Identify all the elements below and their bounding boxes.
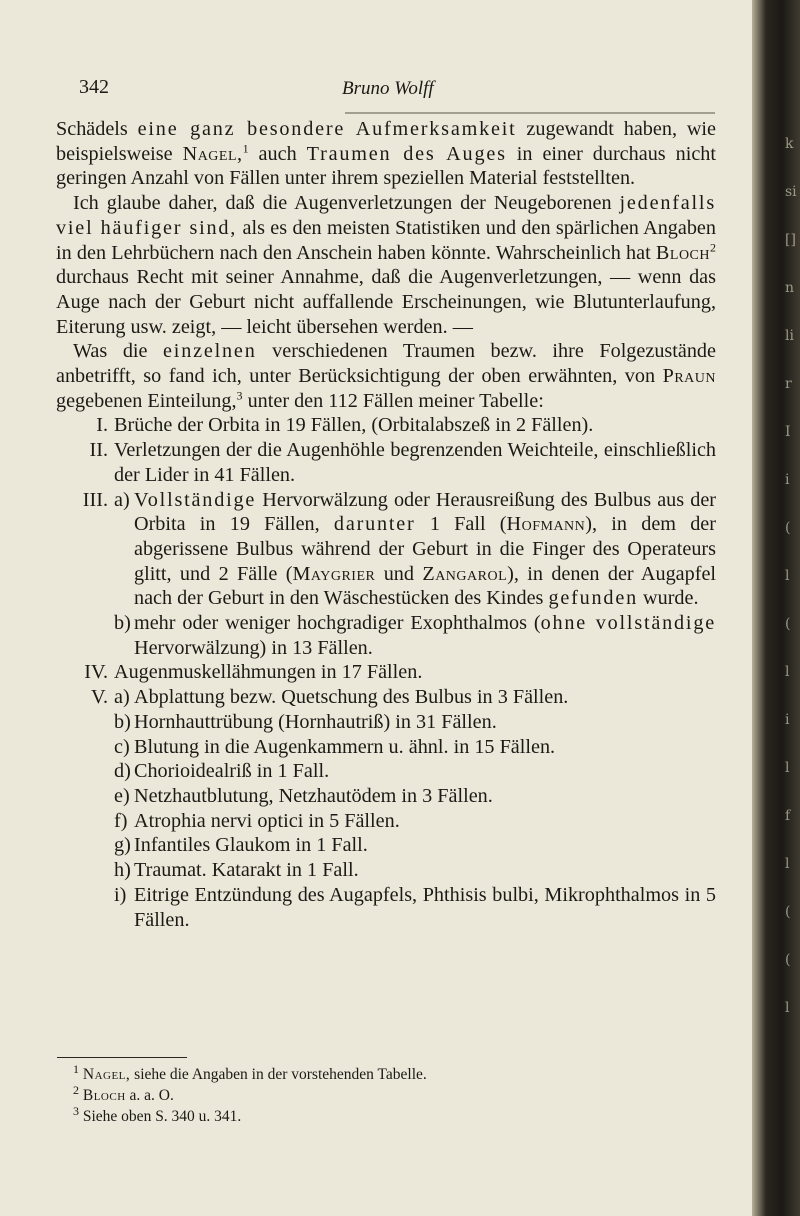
text-run: wurde. (637, 587, 699, 610)
list-text: Brüche der Orbita in 19 Fällen, (Orbitalabszeß in 2 Fällen). (114, 414, 594, 437)
text-run: ), in denen der Augapfel nach der Geburt in den Wäschestücken des Kindes (134, 562, 717, 610)
list-item-V-c (56, 735, 716, 760)
emphasis: eine ganz besondere Aufmerksamkeit (137, 118, 517, 140)
emphasis: gefunden (548, 587, 638, 610)
sub-letter: d) (114, 760, 131, 783)
text-run: ), in dem der abgerissene Bulbus während der Geburt in die Finger des Operateurs glitt, und 2 Fälle ( (134, 513, 716, 585)
emphasis: ohne vollständige (540, 612, 716, 635)
emphasis: darunter (333, 513, 416, 536)
text-run: Hervorwälzung) in 13 Fällen. (134, 636, 373, 659)
sub-letter: a) (114, 686, 130, 709)
list-text: Atrophia nervi optici in 5 Fällen. (134, 809, 400, 832)
footnote-ref: 3 (236, 388, 243, 402)
list-text: Traumat. Katarakt in 1 Fall. (134, 859, 359, 882)
list-item-I (56, 413, 716, 438)
emphasis: Vollständige (134, 488, 257, 511)
footnote-rule (57, 1057, 187, 1058)
paragraph-3 (56, 339, 716, 413)
list-item-V-d (56, 759, 716, 784)
footnote-text: a. a. O. (125, 1087, 174, 1104)
footnote-2 (73, 1082, 716, 1106)
footnote-number: 1 (73, 1061, 79, 1076)
page-header (79, 76, 713, 106)
text-run: gegebenen Einteilung, (56, 389, 237, 412)
list-item-III-a (56, 488, 716, 612)
sub-letter: b) (114, 710, 131, 733)
text-run: und (375, 562, 423, 585)
emphasis: Traumen des Auges (306, 142, 507, 165)
footnote-text: Siehe oben S. 340 u. 341. (82, 1108, 242, 1125)
footnote-number: 3 (73, 1103, 79, 1118)
text-run: auch (248, 142, 307, 165)
footnote-ref: 2 (710, 239, 716, 254)
sub-letter: f) (114, 809, 128, 832)
sub-letter: a) (114, 488, 130, 511)
sub-letter: h) (114, 859, 131, 882)
list-text: Augenmuskellähmungen in 17 Fällen. (114, 661, 423, 684)
text-run: Ich glaube daher, daß die Augenverletzungen der Neugeborenen (73, 192, 620, 215)
list-item-IV (56, 660, 716, 685)
footnote-ref: 1 (242, 140, 249, 155)
sub-letter: e) (114, 784, 130, 807)
list-item-V-h (56, 858, 716, 883)
footnote-1 (73, 1061, 716, 1085)
list-text: Blutung in die Augenkammern u. ähnl. in 15 Fällen. (134, 735, 556, 758)
list-numeral: V. (90, 686, 108, 709)
author-name: Maygrier (292, 562, 376, 585)
list-text (134, 611, 716, 660)
sub-letter: i) (114, 883, 127, 906)
footnote-3 (73, 1103, 716, 1127)
running-head: Bruno Wolff (342, 78, 434, 99)
author-name: Bloch (82, 1087, 126, 1104)
list-item-V-f (56, 809, 716, 834)
footnotes (56, 1061, 716, 1127)
list-numeral: IV. (84, 661, 108, 684)
author-name: Nagel, (82, 1066, 131, 1083)
text-run: Was die (73, 340, 164, 363)
list-item-V-a (56, 685, 716, 710)
header-rule (345, 112, 715, 114)
text-run: 1 Fall ( (415, 513, 507, 536)
text-run: durchaus Recht mit seiner Annahme, daß die Augenverletzungen, — wenn das Auge nach der Geburt nicht auffallende Erscheinungen, wie Blutunterlaufung, Eiterung usw. zeigt, — leicht übersehen werden. — (56, 266, 716, 338)
list-item-V-b (56, 710, 716, 735)
list-text (134, 488, 716, 612)
footnote-text: siehe die Angaben in der vorstehenden Tabelle. (130, 1066, 427, 1083)
text-run: zugewandt haben, wie beispielsweise (56, 118, 716, 165)
author-name: Nagel, (182, 142, 243, 165)
author-name: Zangarol (422, 562, 508, 585)
text-run: verschiedenen Traumen bezw. ihre Folgezustände anbetrifft, so fand ich, unter Berücksichtigung der oben erwähnten, von (56, 340, 716, 388)
list-text: Chorioidealriß in 1 Fall. (134, 760, 330, 783)
list-text: Verletzungen der die Augenhöhle begrenzenden Weichteile, einschließlich der Lider in 41 Fällen. (114, 439, 716, 486)
paragraph-2 (56, 191, 716, 339)
emphasis: einzelnen (163, 340, 257, 363)
text-run: mehr oder weniger hochgradiger Exophthalmos ( (134, 612, 541, 635)
author-name: Hofmann (506, 513, 586, 536)
sub-letter: b) (114, 612, 131, 635)
author-name: Bloch (655, 241, 710, 264)
list-text: Infantiles Glaukom in 1 Fall. (134, 834, 368, 857)
list-item-V-g (56, 833, 716, 858)
list-text: Abplattung bezw. Quetschung des Bulbus in 3 Fällen. (134, 686, 569, 709)
page-number: 342 (79, 76, 109, 98)
text-run: in einer durchaus nicht geringen Anzahl von Fällen unter ihrem speziellen Material feststellten. (56, 142, 716, 190)
text-run: Schädels (56, 118, 138, 140)
list-text: Netzhautblutung, Netzhautödem in 3 Fällen. (134, 784, 493, 807)
footnote-number: 2 (73, 1082, 79, 1097)
body-text (56, 117, 716, 932)
emphasis: jedenfalls viel häufiger sind, (56, 192, 716, 239)
author-name: Praun (662, 365, 716, 388)
paragraph-1 (56, 117, 716, 191)
list-item-V-e (56, 784, 716, 809)
list-item-III-b (56, 611, 716, 660)
text-run: Hervorwälzung oder Herausreißung des Bulbus aus der Orbita in 19 Fällen, (134, 488, 716, 536)
text-run: unter den 112 Fällen meiner Tabelle: (242, 389, 544, 412)
list-numeral: II. (89, 439, 108, 462)
list-numeral: III. (82, 488, 108, 511)
sub-letter: g) (114, 834, 131, 857)
list-numeral: I. (96, 414, 108, 437)
list-text: Hornhauttrübung (Hornhautriß) in 31 Fällen. (134, 710, 497, 733)
list-item-II (56, 438, 716, 487)
sub-letter: c) (114, 735, 130, 758)
text-run: als es den meisten Statistiken und den spärlichen Angaben in den Lehrbüchern nach den Anschein haben könnte. Wahrscheinlich hat (56, 216, 716, 264)
list-item-V-i (56, 883, 716, 932)
facing-page-letters: k si [] n li r I i ( l ( l i l f l ( ( l (785, 136, 797, 1016)
list-text: Eitrige Entzündung des Augapfels, Phthisis bulbi, Mikrophthalmos in 5 Fällen. (134, 883, 716, 931)
